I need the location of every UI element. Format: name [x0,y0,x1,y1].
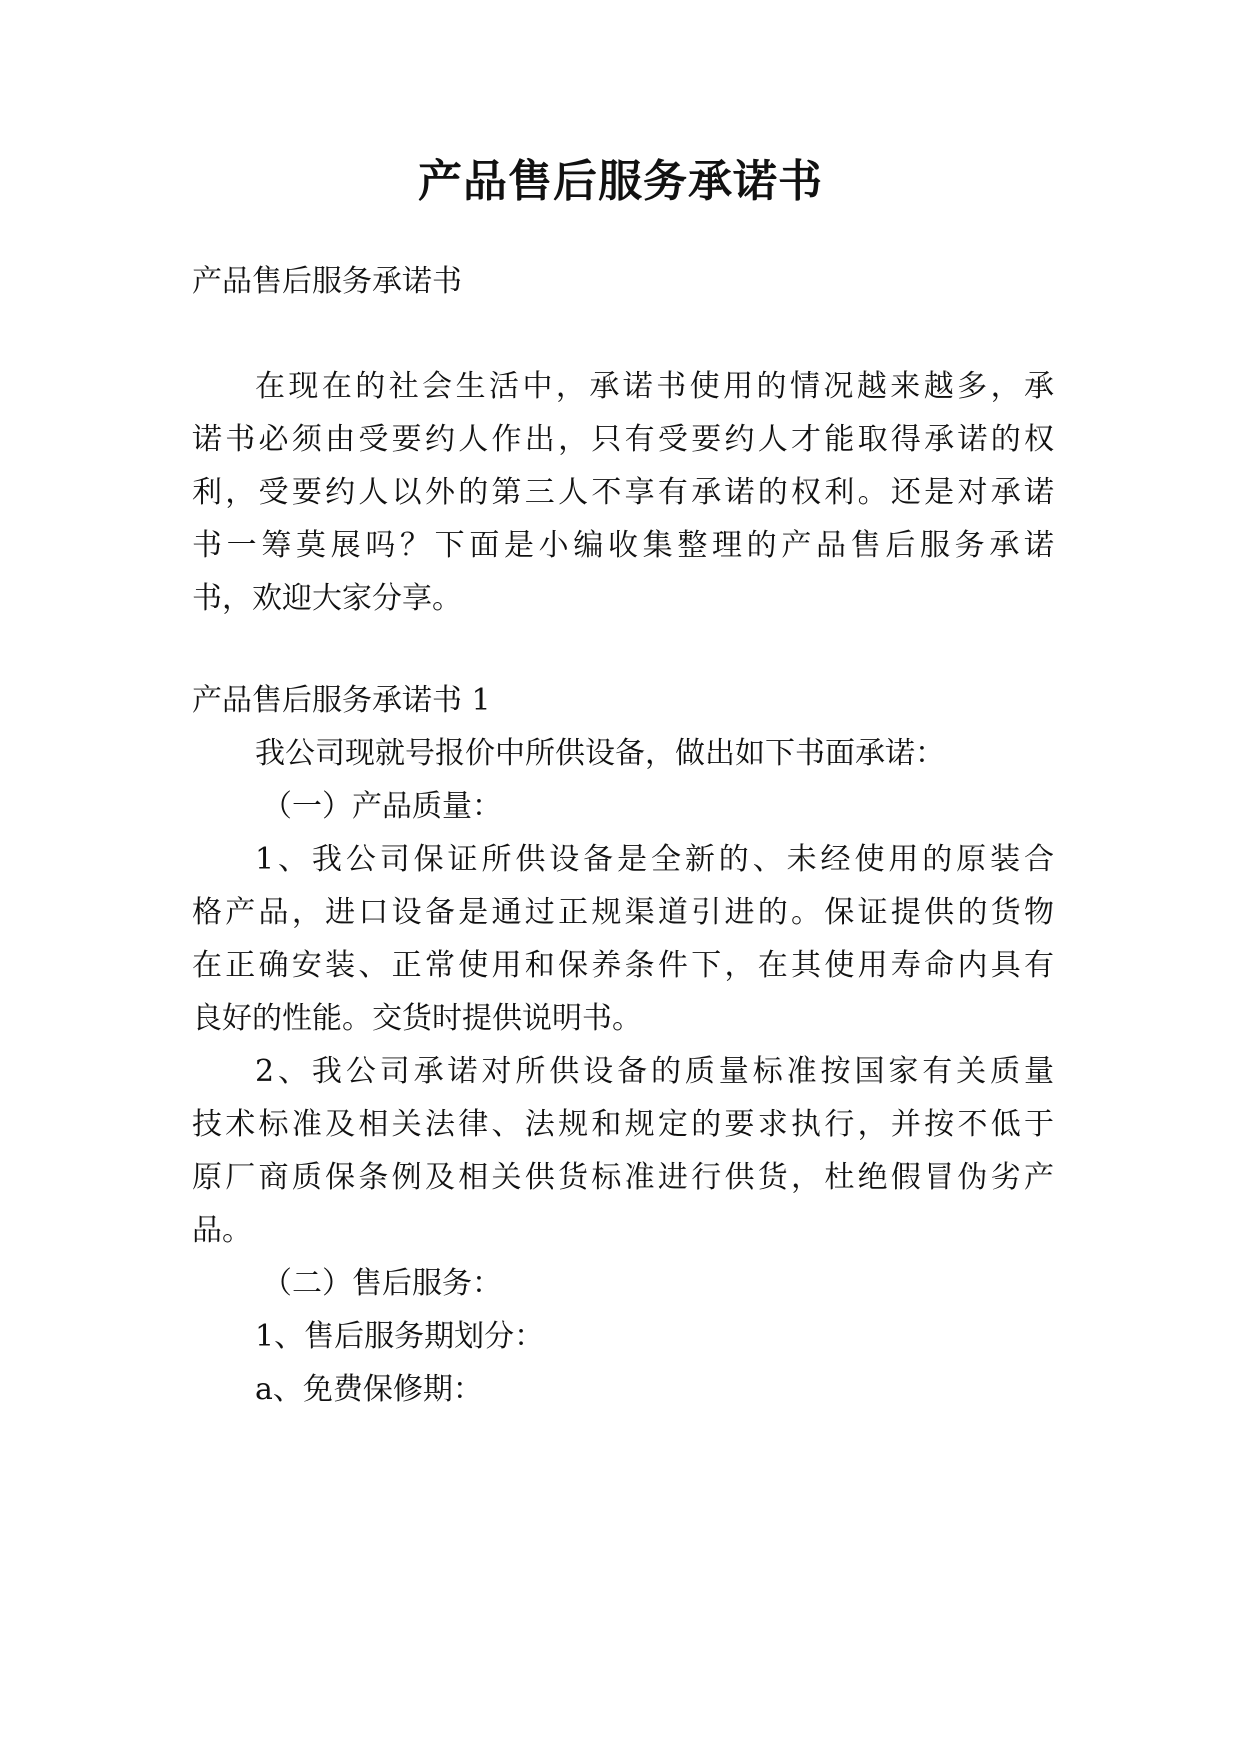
item2-line: 原厂商质保条例及相关供货标准进行供货，杜绝假冒伪劣产 [192,1160,1054,1195]
document-title: 产品售后服务承诺书 [418,156,823,207]
statement-line: 我公司现就号报价中所供设备，做出如下书面承诺： [255,736,945,771]
document-subtitle: 产品售后服务承诺书 [192,264,462,299]
item2-line: 2、我公司承诺对所供设备的质量标准按国家有关质量 [255,1054,1054,1089]
intro-line: 在现在的社会生活中，承诺书使用的情况越来越多，承 [255,369,1054,404]
item1-line: 良好的性能。交货时提供说明书。 [192,1001,642,1036]
service-item: a、免费保修期： [255,1372,483,1407]
item2-line: 技术标准及相关法律、法规和规定的要求执行，并按不低于 [192,1107,1054,1142]
service-item: 1、售后服务期划分： [255,1319,545,1354]
part2-heading: （二）售后服务： [262,1266,502,1301]
intro-line: 利，受要约人以外的第三人不享有承诺的权利。还是对承诺 [192,475,1054,510]
section-heading: 产品售后服务承诺书 1 [192,683,491,718]
item1-line: 格产品，进口设备是通过正规渠道引进的。保证提供的货物 [192,895,1054,930]
item1-line: 在正确安装、正常使用和保养条件下，在其使用寿命内具有 [192,948,1054,983]
part1-heading: （一）产品质量： [262,789,502,824]
intro-line: 书，欢迎大家分享。 [192,581,462,616]
intro-line: 诺书必须由受要约人作出，只有受要约人才能取得承诺的权 [192,422,1054,457]
item1-line: 1、我公司保证所供设备是全新的、未经使用的原装合 [255,842,1054,877]
item2-line: 品。 [192,1213,252,1248]
intro-line: 书一筹莫展吗？下面是小编收集整理的产品售后服务承诺 [192,528,1054,563]
